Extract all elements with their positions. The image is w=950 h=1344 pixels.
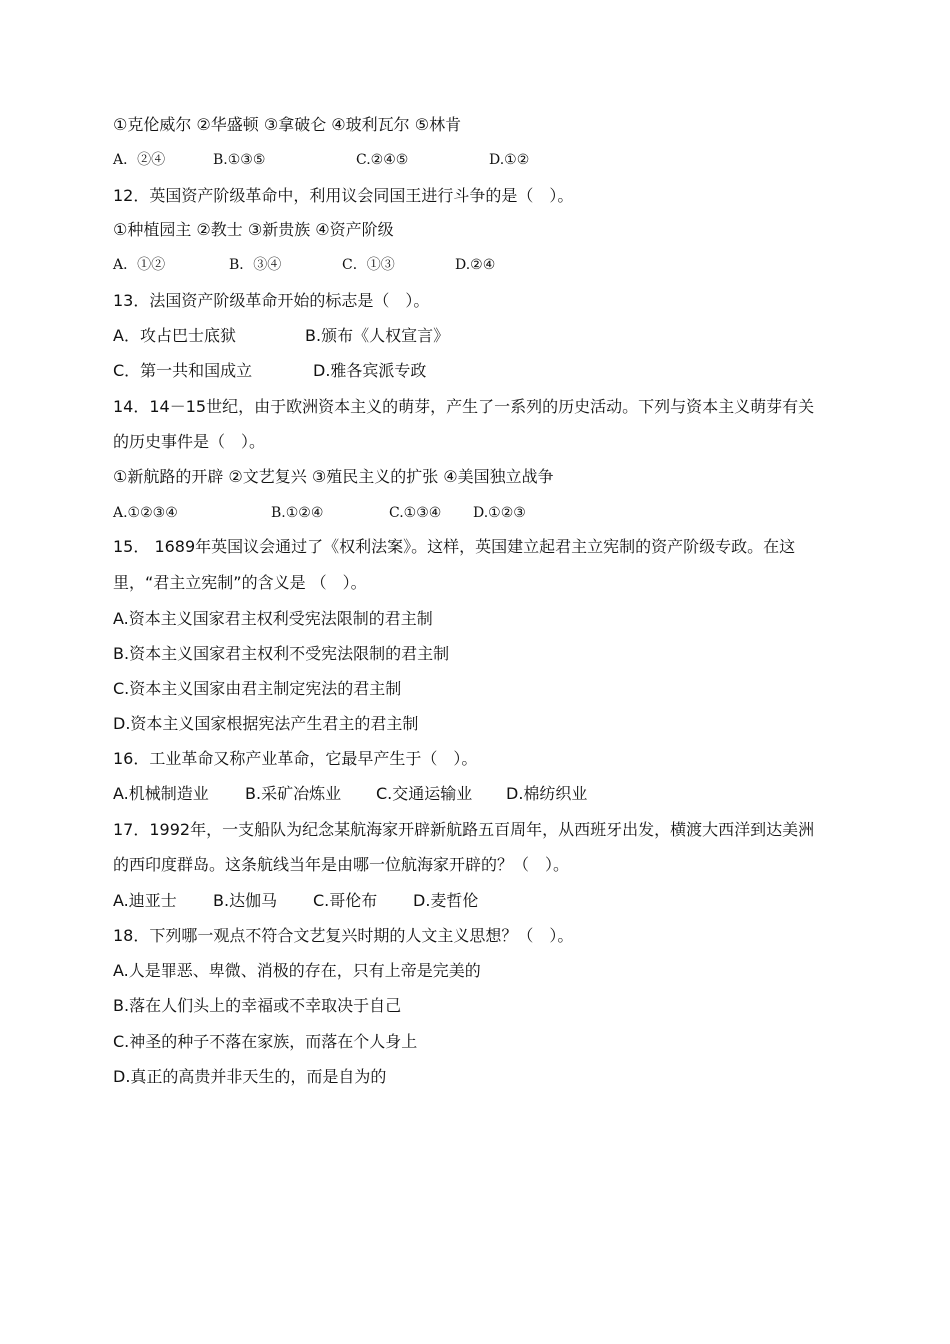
q11-options: [113, 147, 850, 173]
q16-options: [113, 781, 850, 807]
q12-options: [113, 252, 850, 278]
q18-option-c: C.神圣的种子不落在家族，而落在个人身上: [113, 1032, 418, 1051]
q14-options: [113, 500, 850, 526]
q11-items: ①克伦威尔 ②华盛顿 ③拿破仑 ④玻利瓦尔 ⑤林肯: [113, 115, 462, 134]
q18-option-d: D.真正的高贵并非天生的，而是自为的: [113, 1067, 387, 1086]
q12-option-d: D.②④: [455, 257, 496, 273]
q12-option-c: C．①③: [342, 257, 395, 273]
q13-option-a: A．攻占巴士底狱: [113, 326, 236, 345]
q14-stem-line2: 的历史事件是（ ）。: [113, 432, 266, 451]
q13-stem: 13．法国资产阶级革命开始的标志是（ ）。: [113, 291, 430, 310]
q11-option-b: B.①③⑤: [213, 152, 266, 168]
q17-option-c: C.哥伦布: [313, 891, 378, 910]
q14-stem-line1: 14．14－15世纪，由于欧洲资本主义的萌芽，产生了一系列的历史活动。下列与资本主义萌芽有关: [113, 397, 815, 416]
q12-option-b: B．③④: [229, 257, 282, 273]
q11-option-a: A．②④: [113, 152, 166, 168]
q14-items: ①新航路的开辟 ②文艺复兴 ③殖民主义的扩张 ④美国独立战争: [113, 467, 554, 486]
q16-option-c: C.交通运输业: [376, 784, 473, 803]
q14-option-d: D.①②③: [473, 505, 526, 521]
q16-stem: 16．工业革命又称产业革命，它最早产生于（ ）。: [113, 749, 478, 768]
q12-option-a: A．①②: [113, 257, 166, 273]
q16-option-b: B.采矿冶炼业: [245, 784, 342, 803]
q17-stem-line1: 17．1992年，一支船队为纪念某航海家开辟新航路五百周年，从西班牙出发，横渡大西洋到达美洲: [113, 820, 815, 839]
q15-stem-line2: 里，“君主立宪制”的含义是 （ ）。: [113, 573, 367, 592]
q14-option-a: A.①②③④: [113, 505, 178, 521]
q13-option-c: C．第一共和国成立: [113, 361, 253, 380]
q15-option-a: A.资本主义国家君主权利受宪法限制的君主制: [113, 609, 433, 628]
q13-option-b: B.颁布《人权宣言》: [305, 326, 450, 345]
q17-option-b: B.达伽马: [213, 891, 278, 910]
q12-items: ①种植园主 ②教士 ③新贵族 ④资产阶级: [113, 220, 394, 239]
q17-stem-line2: 的西印度群岛。这条航线当年是由哪一位航海家开辟的？（ ）。: [113, 855, 570, 874]
q11-option-c: C.②④⑤: [356, 152, 409, 168]
q11-option-d: D.①②: [489, 152, 530, 168]
q14-option-b: B.①②④: [271, 505, 324, 521]
q15-option-b: B.资本主义国家君主权利不受宪法限制的君主制: [113, 644, 450, 663]
q13-options-row2: [113, 358, 850, 384]
q12-stem: 12．英国资产阶级革命中，利用议会同国王进行斗争的是（ ）。: [113, 186, 574, 205]
q15-option-d: D.资本主义国家根据宪法产生君主的君主制: [113, 714, 419, 733]
q16-option-a: A.机械制造业: [113, 784, 209, 803]
q14-option-c: C.①③④: [389, 505, 442, 521]
q18-option-a: A.人是罪恶、卑微、消极的存在，只有上帝是完美的: [113, 961, 481, 980]
q17-option-a: A.迪亚士: [113, 891, 177, 910]
q18-option-b: B.落在人们头上的幸福或不幸取决于自己: [113, 996, 402, 1015]
q17-options: [113, 888, 850, 914]
q18-stem: 18．下列哪一观点不符合文艺复兴时期的人文主义思想？（ ）。: [113, 926, 574, 945]
q13-options-row1: [113, 323, 850, 349]
q13-option-d: D.雅各宾派专政: [313, 361, 427, 380]
q16-option-d: D.棉纺织业: [506, 784, 588, 803]
q17-option-d: D.麦哲伦: [413, 891, 479, 910]
q15-stem-line1: 15． 1689年英国议会通过了《权利法案》。这样，英国建立起君主立宪制的资产阶级专政。在这: [113, 537, 796, 556]
q15-option-c: C.资本主义国家由君主制定宪法的君主制: [113, 679, 402, 698]
